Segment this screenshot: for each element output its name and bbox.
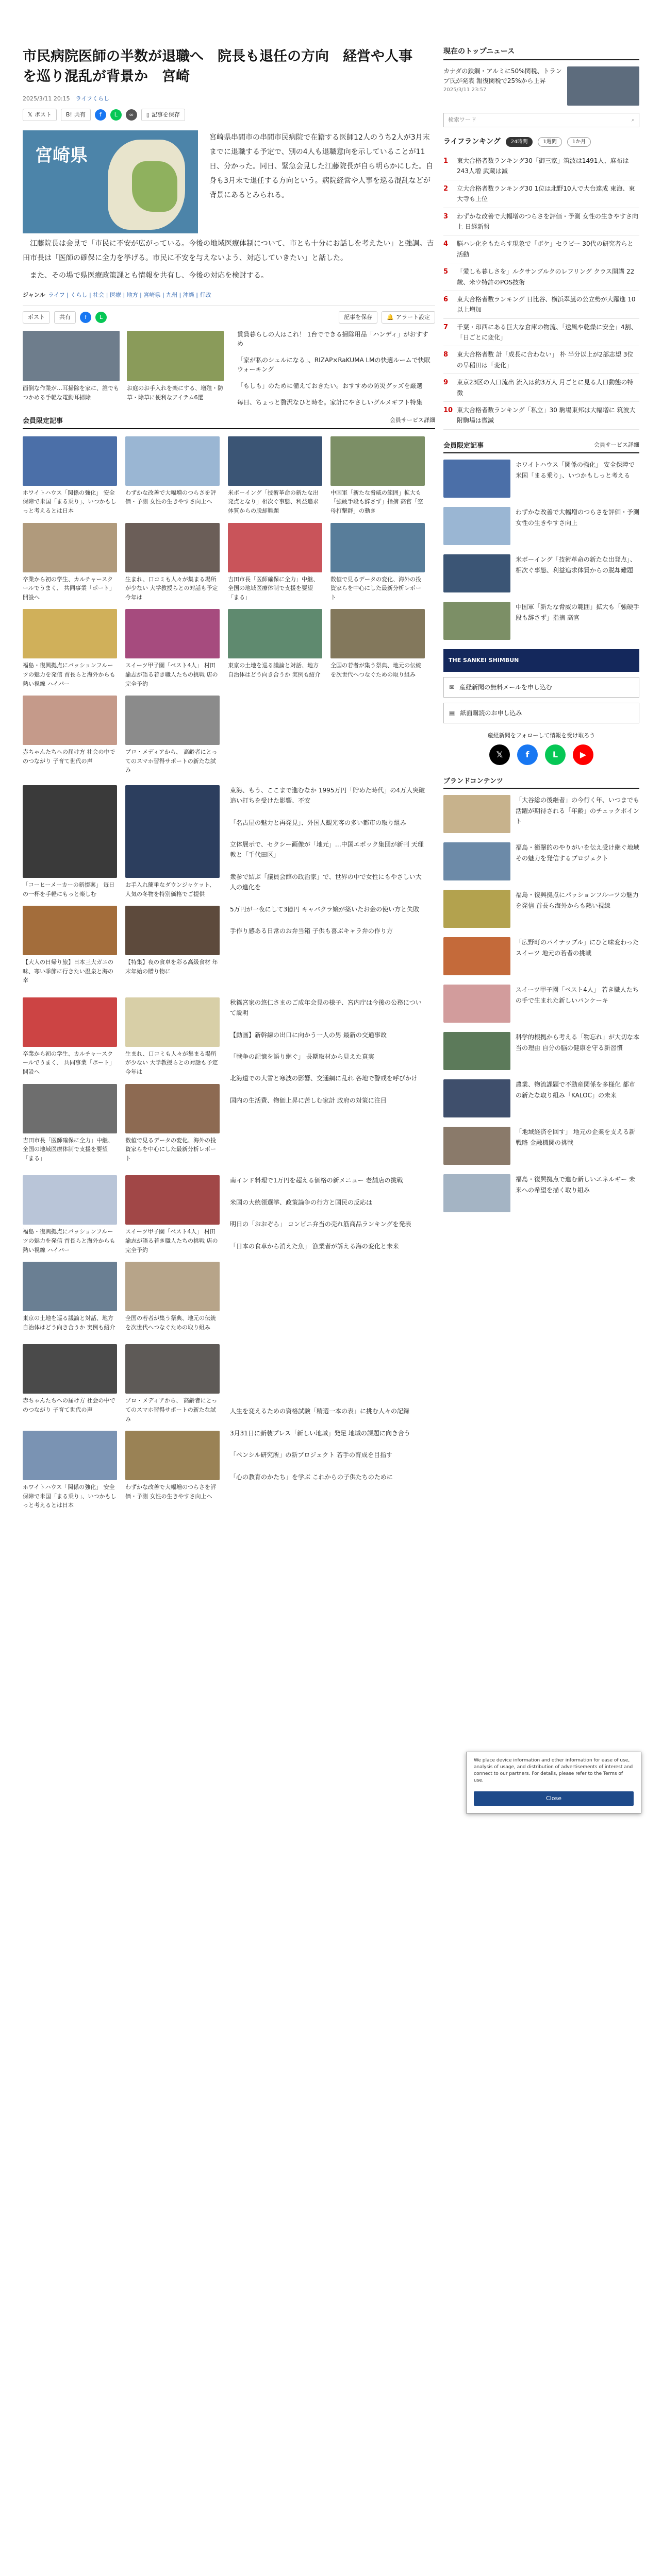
ranking-header: ライフランキング 24時間 1週間 1か月 [443, 137, 639, 147]
sponsored-item[interactable]: 「大谷総の後継者」の今行く年、いつまでも活躍が期待される「年齢」のチェックポイント [443, 795, 639, 833]
sponsored-item[interactable]: スイーツ甲子園「ベスト4人」 若き職人たちの手で生まれた新しいパンケーキ [443, 985, 639, 1023]
article-body [23, 236, 435, 283]
top-news-title: 現在のトップニュース [443, 46, 639, 60]
article-date: 2025/3/11 20:15 [23, 95, 70, 103]
line-icon[interactable]: L [95, 312, 107, 323]
article-title: 市民病院医師の半数が退職へ 院長も退任の方向 経営や人事を巡り混乱が背景か 宮崎 [23, 48, 412, 85]
photo-grid [23, 1344, 220, 1510]
bottom-link[interactable]: 「心の教育のかたち」を学ぶ これからの子供たちのために [230, 1473, 393, 1481]
bottom-link[interactable]: 3月31日に新装プレス「新しい地域」発足 地域の課題に向き合う [230, 1429, 410, 1437]
sponsored-item[interactable]: 「広野町のパイナップル」にひと味変わったスイーツ 地元の若者の挑戦 [443, 937, 639, 975]
photo-card[interactable]: 赤ちゃんたちへの届け方 社会の中でのつながり 子育て世代の声 [23, 1344, 117, 1423]
photo-card[interactable]: 吉田市長「医師確保に全力」中継、全国の地域医療体制で支援を要望 「まる」 [23, 1084, 117, 1163]
share-x-button[interactable]: ポスト [23, 311, 50, 324]
ranking-list [443, 152, 639, 430]
photo-card[interactable]: スイーツ甲子園「ベスト4人」 村田諭志が語る若き職人たちの挑戦 店の完全予約 [125, 1175, 220, 1255]
sns-follow: 産経新聞をフォローして情報を受け取ろう 𝕏 f L ▶ [443, 732, 639, 765]
center-link[interactable]: 5万円が一夜にして3億円 キャバクラ嬢が築いたお金の使い方と失敗 [230, 905, 420, 913]
ranking-item[interactable]: 4 脳ハレ化をもたらす現象で「ボケ」セラピー 30代の研究者らと活動 [443, 235, 639, 263]
photo-card[interactable]: わずかな改善で大幅増のつらさを評価・予測 女性の生きやすさ向上へ [125, 1431, 220, 1510]
share-hatena-button[interactable]: 共有 [54, 311, 76, 324]
member-card[interactable]: スイーツ甲子園「ベスト4人」 村田諭志が語る若き職人たちの挑戦 店の完全予約 [125, 609, 220, 688]
paper-icon: ▤ [449, 709, 455, 717]
side-member-item[interactable]: わずかな改善で大幅増のつらさを評価・予測 女性の生きやすさ向上 [443, 507, 639, 545]
member-card[interactable]: 吉田市長「医師確保に全力」中継、全国の地域医療体制で支援を要望 「まる」 [228, 523, 322, 602]
mid-link[interactable]: 北海道での大雪と寒波の影響、交通網に乱れ 各地で警戒を呼びかけ [230, 1075, 418, 1082]
share-bar [23, 109, 435, 121]
mid-link[interactable]: 「戦争の記憶を語り継ぐ」 長期取材から見えた真実 [230, 1053, 374, 1061]
mid-link[interactable]: 秋篠宮家の悠仁さまのご成年会見の様子、宮内庁は今後の公務について説明 [230, 998, 422, 1017]
mid-links [230, 997, 426, 1163]
mid2-links [230, 1175, 426, 1332]
member-card[interactable]: 生まれ、口コミも人々が集まる場所が少ない 大学教授らとの対話も予定 今年は [125, 523, 220, 602]
photo-card[interactable]: ホワイトハウス「関係の強化」 安全保障で米国「まる乗り」、いつかもしっと考えるとは日本 [23, 1431, 117, 1510]
article-paragraph: また、その場で県医療政策課とも情報を共有し、今後の対応を検討する。 [30, 271, 268, 280]
photo-grid [23, 997, 220, 1163]
sponsored-item[interactable]: 福島・衝撃的のやりがいを伝え受け継ぐ地域 その魅力を発信するプロジェクト [443, 842, 639, 880]
link-icon[interactable]: ∞ [126, 109, 137, 121]
ranking-item[interactable]: 7 千葉・印西にある巨大な倉庫の物流、「送風や乾燥に安全」4割、「日ごとに変化」 [443, 319, 639, 347]
top-news-item[interactable]: カナダの鉄鋼・アルミに50%関税、トランプ氏が発表 報復関税で25%から上昇 2025/3/11 23:57 [443, 66, 639, 106]
center-link[interactable]: 立体展示で、セクシー画像が「地元」…中国エポック集団が新刊 天理教と「千代田区」 [230, 841, 424, 859]
mid-link[interactable]: 国内の生活費、物価上昇に苦しむ家計 政府の対策に注目 [230, 1096, 387, 1104]
photo-card[interactable]: 福島・復興拠点にパッションフルーツの魅力を発信 首長らと海外からも熱い視線 ハイパー [23, 1175, 117, 1255]
ad-card[interactable]: 【大人の日帰り旅】日本三大ガニの味、寒い季節に行きたい温泉と海の幸 [23, 906, 117, 985]
promo-link[interactable]: 毎日、ちょっと贅沢なひと時を。家計にやさしいグルメギフト特集 [237, 399, 423, 406]
photo-grid [23, 1175, 220, 1332]
content-mix-2 [23, 997, 435, 1163]
search-box[interactable]: 検索ワード ⌕ [443, 113, 639, 127]
promo-card[interactable]: 面倒な作業が…耳掃除を家に、誰でもつかめる手軽な電動耳掃除 [23, 331, 120, 407]
ranking-item[interactable]: 2 立大合格者数ランキング30 1位は北野10人で大台達成 東海、東大寺も上位 [443, 180, 639, 208]
alert-button[interactable]: 🔔 アラート設定 [382, 311, 435, 324]
member-card[interactable]: プロ・メディアから、 高齢者にとってのスマホ習得サポートの新たな試み [125, 696, 220, 775]
center-link[interactable]: 衆参で結ぶ「議員会館の政治家」で、世界の中で女性にもやさしい大人の進化を [230, 873, 422, 891]
promo-area [23, 324, 435, 407]
member-card[interactable]: 米ボーイング「技術革命の新たな出発点となり」相次ぐ事態、利益追求体質からの脱却難題 [228, 436, 322, 516]
member-card[interactable]: 数値で見るデータの変化、海外の投資家らを中心にした最新分析レポート [330, 523, 425, 602]
share-bar-bottom [23, 306, 435, 324]
article-lead [23, 130, 435, 233]
mid2-link[interactable]: 明日の「おおぞら」 コンビニ弁当の売れ筋商品ランキングを発表 [230, 1221, 411, 1228]
map-image [23, 130, 198, 233]
save-button[interactable]: 記事を保存 [339, 311, 377, 324]
mid2-link[interactable]: 南インド料理で1万円を超える価格の新メニュー 老舗店の挑戦 [230, 1177, 403, 1184]
ranking-item[interactable]: 10 東大合格者数ランキング「私立」30 駒場東邦は大幅増に 筑波大附駒場は微減 [443, 402, 639, 430]
content-mix-1 [23, 785, 435, 985]
side-members-header: 会員限定記事 会員サービス詳細 [443, 441, 639, 454]
ranking-item[interactable]: 8 東大合格者数 計「成長に合わない」 朴 半分以上が2部志望 3位の早稲田は「変化」 [443, 346, 639, 374]
bell-icon: 🔔 [387, 314, 394, 321]
genre-tags: ジャンル ライフ | くらし | 社会 | 医療 | 地方 | 宮崎県 | 九州 | 沖縄 | 行政 [23, 291, 211, 298]
ranking-item[interactable]: 3 わずかな改善で大幅増のつらさを評価・予測 女性の生きやすさ向上 日経新報 [443, 208, 639, 236]
line-icon[interactable]: L [545, 744, 566, 765]
ranking-item[interactable]: 1 東大合格者数ランキング30「御三家」筑波は1491人、麻布は243人増 武蔵は減 [443, 152, 639, 180]
ad-card[interactable]: 「コーヒーメーカーの新提案」 毎日の一杯を手軽にもっと楽しむ [23, 785, 117, 899]
line-icon[interactable]: L [110, 109, 122, 121]
side-member-item[interactable]: 中国軍「新たな脅威の範囲」拡大も「強硬手段も辞さず」指摘 高官 [443, 602, 639, 640]
center-links [230, 785, 426, 985]
save-button[interactable]: ▯ 記事を保存 [141, 109, 185, 121]
youtube-icon[interactable]: ▶ [573, 744, 593, 765]
tab-24h[interactable]: 24時間 [506, 137, 533, 147]
member-card[interactable]: ホワイトハウス「関係の強化」 安全保障で米国「まる乗り」、いつかもしっと考えるとは日本 [23, 436, 117, 516]
cookie-close-button[interactable]: Close [474, 1791, 634, 1806]
promo-link[interactable]: 賃貸暮らしの人はこれ！ 1台でできる掃除用品「ハンディ」がおすすめ [237, 331, 428, 348]
content-mix-4 [23, 1344, 435, 1510]
photo-card[interactable]: 全国の若者が集う祭典、地元の伝統を次世代へつなぐための取り組み [125, 1262, 220, 1332]
lead-text: 宮崎県串間市の串間市民病院で在籍する医師12人のうち2人が3月末までに退職する予定で、別の4人も退職意向を示していることが11日、分かった。同日、緊急会見した江藤院長が自ら明らかにした。自身も3月末で退任する方向という。病院経営や人事を巡る混乱などが背景にあるとみられる。 [209, 133, 433, 199]
x-icon[interactable]: 𝕏 [489, 744, 510, 765]
photo-card[interactable]: 卒業から初の学生、カルチャースクールでうまく、 共同事業「ポート」開設へ [23, 997, 117, 1077]
tab-month[interactable]: 1か月 [567, 137, 591, 147]
x-icon: 𝕏 [28, 111, 32, 118]
ad-card[interactable]: お手入れ簡単なダウンジャケット、人気の冬物を特別価格でご提供 [125, 785, 220, 899]
member-card[interactable]: 中国軍「新たな脅威の範囲」拡大も「強硬手段も辞さず」指摘 高官「空母打撃群」の動き [330, 436, 425, 516]
promo-image [127, 331, 224, 381]
promo-cards [23, 331, 224, 407]
photo-card[interactable]: プロ・メディアから、 高齢者にとってのスマホ習得サポートの新たな試み [125, 1344, 220, 1423]
side-member-item[interactable]: ホワイトハウス「関係の強化」 安全保障で米国「まる乗り」、いつかもしっと考える [443, 460, 639, 498]
article-author[interactable]: ライフくらし [75, 95, 109, 103]
article-paragraph: 江藤院長は会見で「市民に不安が広がっている。今後の地域医療体制について、市とも十分にお話しを考えたい」と強調。吉田市長は「医師の確保に全力を挙げる。市民に不安を与えないよう、対応していきたい」と話した。 [23, 239, 434, 262]
sponsored-item[interactable]: 科学的根拠から考える「物忘れ」が大切な本当の理由 自分の脳の健康を守る新習慣 [443, 1032, 639, 1070]
sponsored-item[interactable]: 福島・復興拠点で進む新しいエネルギー 未来への希望を描く取り組み [443, 1174, 639, 1212]
center-link[interactable]: 手作り感ある日常のお弁当箱 子供も喜ぶキャラ弁の作り方 [230, 927, 393, 935]
member-card[interactable]: 全国の若者が集う祭典、地元の伝統を次世代へつなぐための取り組み [330, 609, 425, 688]
bottom-link[interactable]: 「ペンシル研究所」の新プロジェクト 若手の育成を目指す [230, 1451, 392, 1459]
mail-icon: ✉ [449, 684, 455, 691]
sidebar [443, 46, 639, 1222]
bottom-links [230, 1344, 426, 1510]
member-card[interactable]: 東京の土地を巡る議論と対話、地方自治体はどう向き合うか 実例も紹介 [228, 609, 322, 688]
member-card[interactable]: 卒業から初の学生、カルチャースクールでうまく、 共同事業「ポート」開設へ [23, 523, 117, 602]
ranking-item[interactable]: 5 「愛しも暮しさを」ルクサンブルクのレフリング クラス開講 22歳、米ウ特許のPOS技術 [443, 263, 639, 291]
bookmark-icon: ▯ [146, 111, 150, 118]
ad-card[interactable]: 【特集】夜の食卓を彩る高級食材 年末年始の贈り物に [125, 906, 220, 985]
sankei-banner[interactable]: THE SANKEI SHIMBUN [443, 649, 639, 672]
photo-grid [23, 785, 220, 985]
promo-link[interactable]: 「家が私のシェルになる」、RIZAP×RaKUMA LMの快適ルームで快眠ウォーキング [237, 357, 431, 374]
member-card[interactable]: わずかな改善で大幅増のつらさを評価・予測 女性の生きやすさ向上へ [125, 436, 220, 516]
sponsored-item[interactable]: 農業、物流課題で不動産関係を多様化 都市の新たな取り組み「KALOC」の未来 [443, 1079, 639, 1117]
ranking-item[interactable]: 9 東京23区の人口流出 流入は約3万人 月ごとに見る人口動態の特徴 [443, 374, 639, 402]
members-header: 会員限定記事 会員サービス詳細 [23, 416, 435, 429]
facebook-icon[interactable]: f [80, 312, 91, 323]
facebook-icon[interactable]: f [517, 744, 538, 765]
bottom-link[interactable]: 人生を変えるための資格試験「精選一本の表」に挑む人々の記録 [230, 1408, 410, 1415]
side-member-item[interactable]: 米ボーイング「技術革命の新たな出発点」、相次ぐ事態、利益追求体質からの脱却難題 [443, 554, 639, 592]
sponsored-title: ブランドコンテンツ [443, 776, 639, 789]
mid2-link[interactable]: 米国の大統領選挙、政策論争の行方と国民の反応は [230, 1198, 373, 1206]
member-card[interactable]: 福島・復興拠点にパッションフルーツの魅力を発信 首長らと海外からも熱い視線 ハイパー [23, 609, 117, 688]
photo-card[interactable]: 数値で見るデータの変化、海外の投資家らを中心にした最新分析レポート [125, 1084, 220, 1163]
promo-link[interactable]: 「もしも」のために備えておきたい。おすすめの防災グッズを厳選 [237, 382, 423, 390]
sponsored-list [443, 795, 639, 1212]
center-link[interactable]: 東海、もう、ここまで進むなか 1995万円「貯めた時代」の4万人突破 追い打ちを受けた影響、不安 [230, 786, 425, 805]
photo-card[interactable]: 東京の土地を巡る議論と対話、地方自治体はどう向き合うか 実例も紹介 [23, 1262, 117, 1332]
article-meta [23, 95, 435, 104]
center-link[interactable]: 「名古屋の魅力と再発見」、外国人観光客の多い都市の取り組み [230, 819, 407, 826]
subscribe-button[interactable]: ▤ 紙面購読のお申し込み [443, 703, 639, 723]
content-mix-3 [23, 1175, 435, 1332]
main-column [23, 46, 435, 1510]
hatena-icon: B! [65, 111, 72, 118]
members-grid [23, 436, 435, 775]
facebook-icon[interactable]: f [95, 109, 106, 121]
sponsored-item[interactable]: 福島・復興拠点にパッションフルーツの魅力を発信 首長ら海外からも熱い視線 [443, 890, 639, 928]
share-x-button[interactable]: 𝕏 ポスト [23, 109, 57, 121]
photo-card[interactable]: 生まれ、口コミも人々が集まる場所が少ない 大学教授らとの対話も予定 今年は [125, 997, 220, 1077]
promo-image [23, 331, 120, 381]
tab-week[interactable]: 1週間 [538, 137, 561, 147]
ranking-item[interactable]: 6 東大合格者数ランキング 日比谷、横浜翠嵐の公立勢が大躍進 10以上増加 [443, 291, 639, 319]
side-members-list [443, 460, 639, 640]
cookie-text: We place device information and other information for ease of use, analysis of usage, and distribution of advertisements of interest and connect to our partners. For details, please refer to the Terms of use. [474, 1758, 633, 1784]
mid2-link[interactable]: 「日本の食卓から消えた魚」 漁業者が訴える海の変化と未来 [230, 1242, 399, 1250]
member-card[interactable]: 赤ちゃんたちへの届け方 社会の中でのつながり 子育て世代の声 [23, 696, 117, 775]
promo-card[interactable]: お庭のお手入れを楽にする、増殖・防草・除草に便利なアイテム6選 [127, 331, 224, 407]
cookie-notice [466, 1752, 641, 1814]
map-label: 宮崎県 [35, 145, 88, 166]
top-news-image [567, 66, 639, 106]
mid-link[interactable]: 【動画】新幹線の出口に向かう一人の男 最新の交通事故 [230, 1031, 387, 1039]
sponsored-item[interactable]: 「地域経済を回す」 地元の企業を支える新戦略 金融機関の挑戦 [443, 1127, 639, 1165]
members-more-link[interactable]: 会員サービス詳細 [390, 417, 435, 424]
share-hatena-button[interactable]: B! 共有 [61, 109, 91, 121]
search-icon: ⌕ [631, 116, 635, 123]
promo-links [237, 330, 433, 407]
newsletter-button[interactable]: ✉ 産経新聞の無料メールを申し込む [443, 677, 639, 698]
